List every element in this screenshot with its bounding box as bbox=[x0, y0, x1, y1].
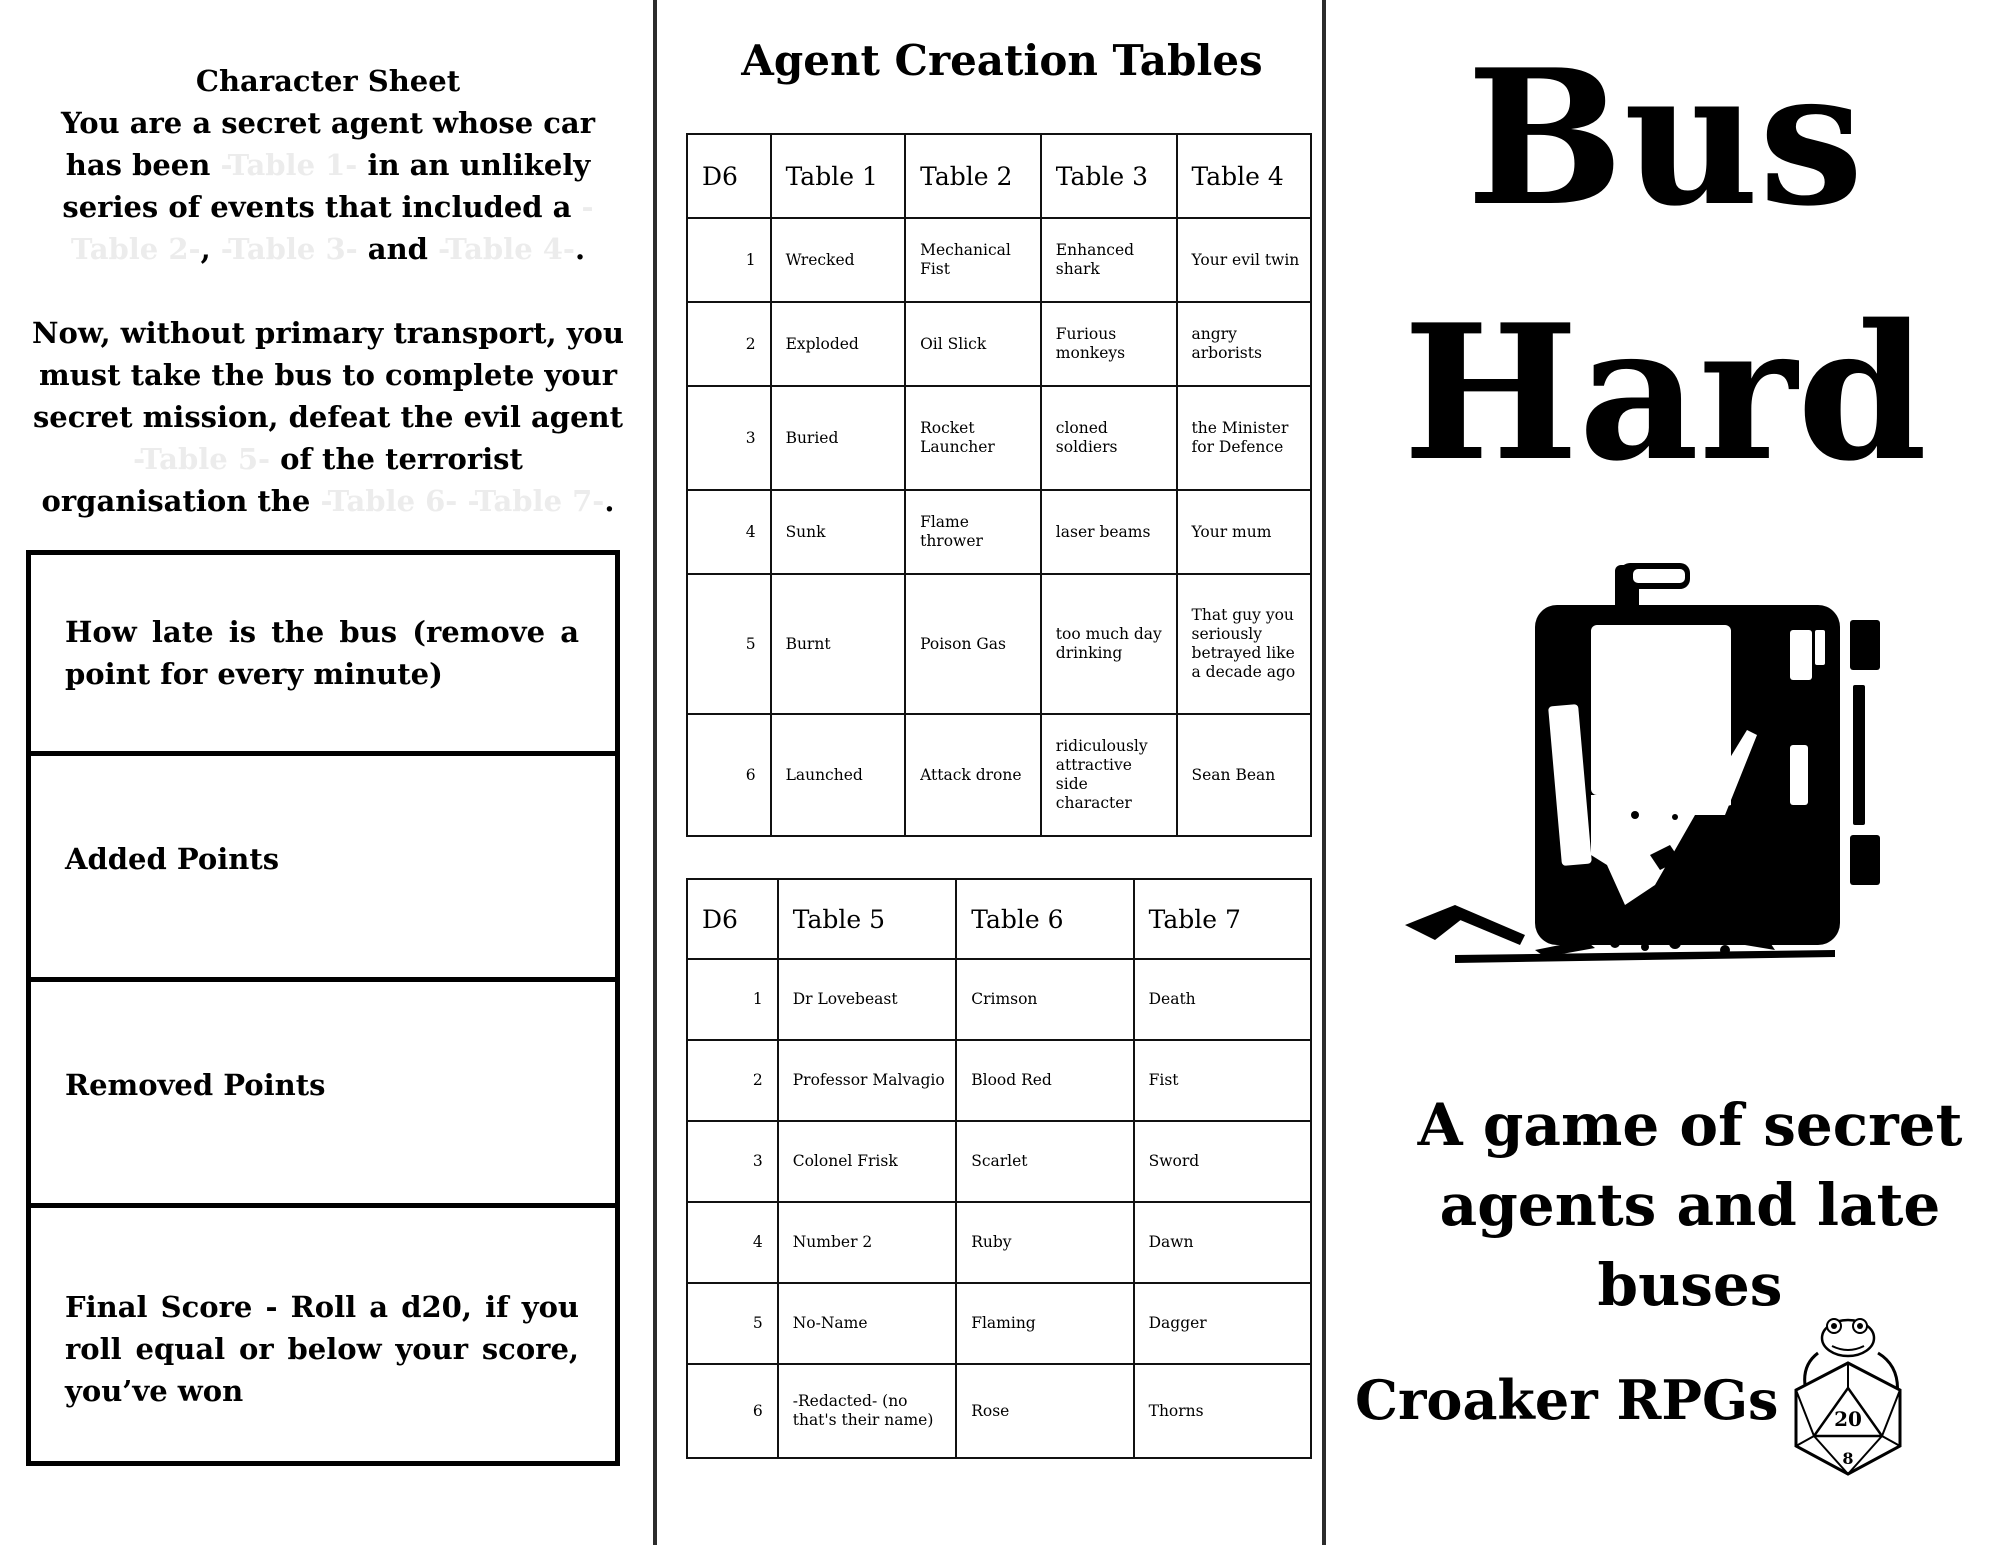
story-text: of the terrorist organisation the bbox=[41, 442, 523, 518]
table-cell: Flaming bbox=[956, 1283, 1133, 1364]
table-cell: 1 bbox=[687, 959, 778, 1040]
game-title-line-1: Bus bbox=[1466, 28, 1864, 247]
table-cell: Burnt bbox=[771, 574, 906, 714]
table-cell: Dagger bbox=[1134, 1283, 1311, 1364]
fold-line-right bbox=[1322, 0, 1326, 1545]
table-row bbox=[687, 1202, 1311, 1283]
table-header-row bbox=[687, 879, 1311, 959]
table-row bbox=[687, 714, 1311, 836]
table-cell: Oil Slick bbox=[905, 302, 1041, 386]
table-cell: 2 bbox=[687, 302, 771, 386]
score-label: Final Score - Roll a d20, if you roll equal or below your score, you’ve won bbox=[65, 1290, 579, 1408]
table-cell: laser beams bbox=[1041, 490, 1177, 574]
table-cell: No-Name bbox=[778, 1283, 956, 1364]
table-header: Table 2 bbox=[905, 134, 1041, 218]
table-header: D6 bbox=[687, 134, 771, 218]
table-row bbox=[687, 1283, 1311, 1364]
table-cell: Crimson bbox=[956, 959, 1133, 1040]
game-title-line-2: Hard bbox=[1402, 283, 1928, 502]
table-placeholder: -Table 4- bbox=[438, 232, 575, 266]
table-cell: cloned soldiers bbox=[1041, 386, 1177, 490]
table-cell: Buried bbox=[771, 386, 906, 490]
table-row bbox=[687, 959, 1311, 1040]
table-cell: Colonel Frisk bbox=[778, 1121, 956, 1202]
table-row bbox=[687, 1040, 1311, 1121]
table-cell: Dawn bbox=[1134, 1202, 1311, 1283]
table-header: D6 bbox=[687, 879, 778, 959]
table-cell: 2 bbox=[687, 1040, 778, 1121]
table-placeholder: -Table 5- bbox=[133, 442, 271, 476]
table-cell: Fist bbox=[1134, 1040, 1311, 1121]
story-text: . bbox=[574, 232, 586, 266]
table-cell: angry arborists bbox=[1177, 302, 1311, 386]
table-cell: Launched bbox=[771, 714, 906, 836]
table-cell: 4 bbox=[687, 490, 771, 574]
score-row-removed-points bbox=[31, 977, 615, 1203]
table-cell: Poison Gas bbox=[905, 574, 1041, 714]
table-cell: 6 bbox=[687, 1364, 778, 1458]
table-cell: Rocket Launcher bbox=[905, 386, 1041, 490]
table-row bbox=[687, 1121, 1311, 1202]
story-text: and bbox=[367, 232, 428, 266]
table-row bbox=[687, 302, 1311, 386]
score-row-added-points bbox=[31, 751, 615, 977]
publisher-name: Croaker RPGs bbox=[1355, 1368, 1779, 1432]
table-cell: Death bbox=[1134, 959, 1311, 1040]
table-cell: 6 bbox=[687, 714, 771, 836]
table-cell: 4 bbox=[687, 1202, 778, 1283]
table-row bbox=[687, 490, 1311, 574]
table-row bbox=[687, 386, 1311, 490]
score-label: Removed Points bbox=[65, 1068, 326, 1102]
table-placeholder: -Table 1- bbox=[220, 148, 358, 182]
table-row bbox=[687, 574, 1311, 714]
table-cell: ridiculously attractive side character bbox=[1041, 714, 1177, 836]
story-text: Now, without primary transport, you must take the bus to complete your secret mission, defeat the evil agent bbox=[32, 316, 624, 434]
table-cell: too much day drinking bbox=[1041, 574, 1177, 714]
table-cell: the Minister for Defence bbox=[1177, 386, 1311, 490]
table-cell: 3 bbox=[687, 386, 771, 490]
story-text: You are a secret agent whose car has been bbox=[61, 106, 595, 182]
table-cell: Professor Malvagio bbox=[778, 1040, 956, 1121]
score-row-bus-lateness bbox=[31, 555, 615, 751]
table-cell: Thorns bbox=[1134, 1364, 1311, 1458]
table-header: Table 7 bbox=[1134, 879, 1311, 959]
table-header: Table 4 bbox=[1177, 134, 1311, 218]
table-cell: Furious monkeys bbox=[1041, 302, 1177, 386]
table-cell: That guy you seriously betrayed like a decade ago bbox=[1177, 574, 1311, 714]
table-cell: Wrecked bbox=[771, 218, 906, 302]
table-cell: Exploded bbox=[771, 302, 906, 386]
character-sheet-intro bbox=[28, 60, 628, 522]
game-tagline: A game of secret agents and late buses bbox=[1417, 1091, 1963, 1319]
score-label: Added Points bbox=[65, 842, 280, 876]
table-cell: Mechanical Fist bbox=[905, 218, 1041, 302]
table-placeholder: -Table 6- bbox=[320, 484, 458, 518]
crashed-bus-icon bbox=[1395, 555, 1915, 975]
table-row bbox=[687, 218, 1311, 302]
table-cell: Attack drone bbox=[905, 714, 1041, 836]
table-cell: Ruby bbox=[956, 1202, 1133, 1283]
score-box bbox=[26, 550, 620, 1466]
score-row-final-score bbox=[31, 1203, 615, 1461]
story-text: . bbox=[604, 484, 615, 518]
table-placeholder: -Table 2- bbox=[70, 190, 594, 266]
score-label: How late is the bus (remove a point for every minute) bbox=[65, 615, 579, 691]
table-cell: Rose bbox=[956, 1364, 1133, 1458]
table-row bbox=[687, 1364, 1311, 1458]
table-header: Table 5 bbox=[778, 879, 956, 959]
table-cell: Sunk bbox=[771, 490, 906, 574]
table-cell: 1 bbox=[687, 218, 771, 302]
table-placeholder: -Table 7- bbox=[467, 484, 605, 518]
table-cell: Your evil twin bbox=[1177, 218, 1311, 302]
table-cell: Flame thrower bbox=[905, 490, 1041, 574]
table-cell: Sword bbox=[1134, 1121, 1311, 1202]
table-header: Table 6 bbox=[956, 879, 1133, 959]
dice-face-number: 20 bbox=[1834, 1407, 1862, 1431]
table-cell: Enhanced shark bbox=[1041, 218, 1177, 302]
table-cell: Dr Lovebeast bbox=[778, 959, 956, 1040]
frog-d20-logo-icon bbox=[1778, 1308, 1918, 1478]
table-cell: -Redacted- (no that's their name) bbox=[778, 1364, 956, 1458]
table-cell: 3 bbox=[687, 1121, 778, 1202]
agent-tables-title: Agent Creation Tables bbox=[741, 36, 1263, 85]
table-cell: 5 bbox=[687, 1283, 778, 1364]
agent-table-1-4 bbox=[686, 133, 1312, 837]
table-header-row bbox=[687, 134, 1311, 218]
fold-line-left bbox=[653, 0, 657, 1545]
table-cell: Scarlet bbox=[956, 1121, 1133, 1202]
story-text: in an unlikely series of events that included a bbox=[62, 148, 591, 224]
agent-table-5-7 bbox=[686, 878, 1312, 1459]
table-header: Table 3 bbox=[1041, 134, 1177, 218]
table-cell: Sean Bean bbox=[1177, 714, 1311, 836]
table-cell: Blood Red bbox=[956, 1040, 1133, 1121]
story-text: , bbox=[200, 232, 211, 266]
table-cell: Your mum bbox=[1177, 490, 1311, 574]
sheet-title: Character Sheet bbox=[195, 64, 461, 98]
dice-face-number: 8 bbox=[1842, 1449, 1854, 1468]
table-cell: 5 bbox=[687, 574, 771, 714]
table-placeholder: -Table 3- bbox=[220, 232, 358, 266]
table-header: Table 1 bbox=[771, 134, 906, 218]
table-cell: Number 2 bbox=[778, 1202, 956, 1283]
